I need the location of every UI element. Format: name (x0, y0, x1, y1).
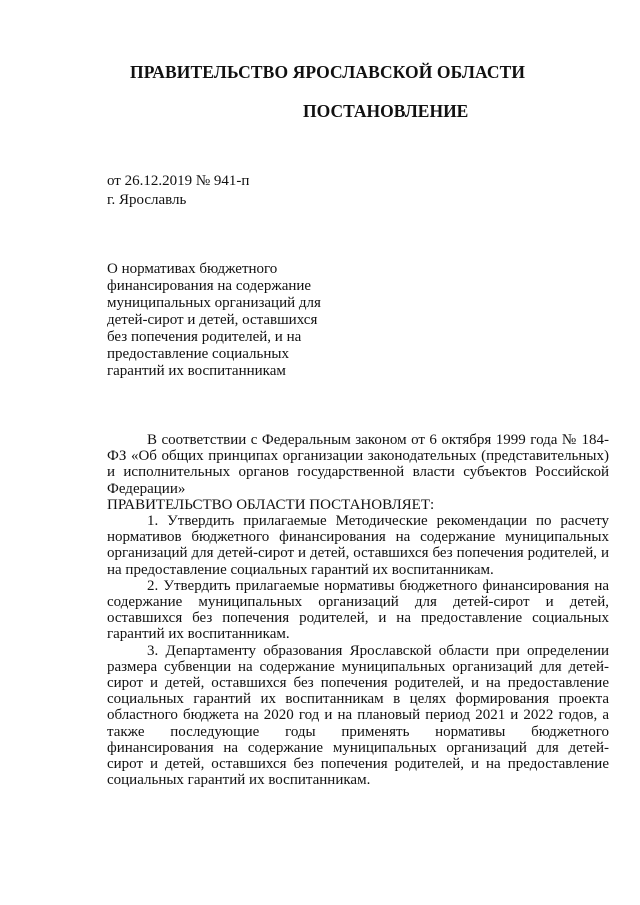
document-type-title: ПОСТАНОВЛЕНИЕ (303, 101, 469, 121)
subject-line: детей-сирот и детей, оставшихся (107, 312, 318, 328)
intro-paragraph: В соответствии с Федеральным законом от 6 октября 1999 года № 184-ФЗ «Об общих принципах организации законодательных (представительных) и исполнительных органов государственной власти субъектов Российской Федерации» (107, 432, 609, 497)
subject-line: без попечения родителей, и на (107, 329, 302, 345)
subject-line: предоставление социальных (107, 346, 289, 362)
date-number: от 26.12.2019 № 941-п (107, 173, 250, 189)
subject-line: муниципальных организаций для (107, 295, 321, 311)
subject-line: гарантий их воспитанникам (107, 363, 286, 379)
document-body (107, 432, 609, 788)
document-subject (107, 261, 357, 380)
organization-title: ПРАВИТЕЛЬСТВО ЯРОСЛАВСКОЙ ОБЛАСТИ (130, 62, 526, 82)
subject-line: финансирования на содержание (107, 278, 312, 294)
clause-3: 3. Департаменту образования Ярославской области при определении размера субвенции на содержание муниципальных организаций для детей-сирот и детей, оставшихся без попечения родителей, и на предоставление социальных гарантий их воспитанникам в целях формирования проекта областного бюджета на 2020 год и на плановый период 2021 и 2022 годов, а также последующие годы применять нормативы бюджетного финансирования на содержание муниципальных организаций для детей-сирот и детей, оставшихся без попечения родителей, и на предоставление социальных гарантий их воспитанникам. (107, 642, 609, 789)
clause-2: 2. Утвердить прилагаемые нормативы бюджетного финансирования на содержание муниципальных организаций для детей-сирот и детей, оставшихся без попечения родителей, и на предоставление социальных гарантий их воспитанникам. (107, 577, 609, 643)
subject-line: О нормативах бюджетного (107, 261, 278, 277)
resolves-line: ПРАВИТЕЛЬСТВО ОБЛАСТИ ПОСТАНОВЛЯЕТ: (107, 496, 435, 513)
city: г. Ярославль (107, 192, 187, 208)
clause-1: 1. Утвердить прилагаемые Методические рекомендации по расчету нормативов бюджетного финансирования на содержание муниципальных организаций для детей-сирот и детей, оставшихся без попечения родителей, и на предоставление социальных гарантий их воспитанникам. (107, 513, 609, 578)
document-meta (107, 172, 249, 210)
